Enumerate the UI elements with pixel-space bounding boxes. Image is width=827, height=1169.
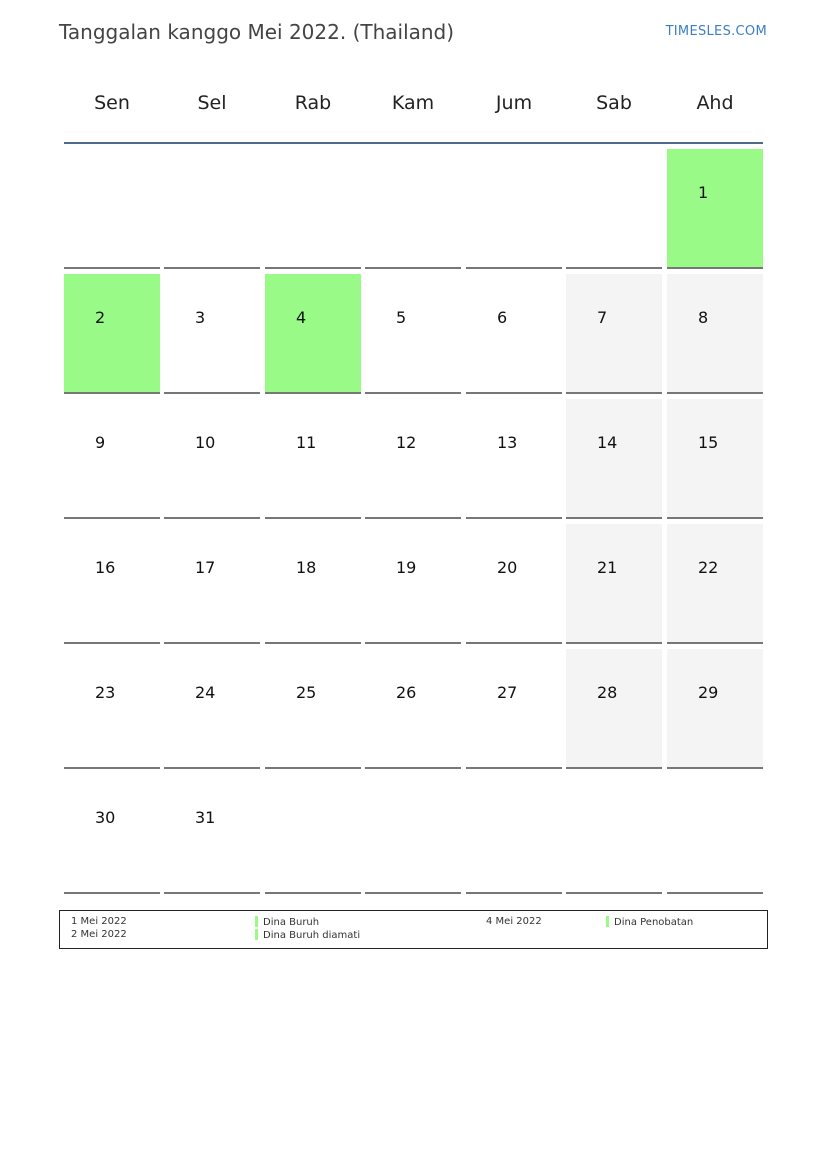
day-number: 17 <box>195 558 216 577</box>
day-cell[interactable] <box>566 524 662 644</box>
day-number: 24 <box>195 683 216 702</box>
day-number: 26 <box>396 683 417 702</box>
holiday-color-marker <box>255 929 258 940</box>
day-number: 11 <box>296 433 317 452</box>
day-number: 13 <box>497 433 518 452</box>
legend-holiday-label: Dina Penobatan <box>614 917 694 928</box>
day-cell[interactable] <box>667 149 763 269</box>
day-number: 7 <box>597 308 608 327</box>
legend-date: 2 Mei 2022 <box>71 929 127 940</box>
brand-link[interactable]: TIMESLES.COM <box>665 24 767 39</box>
day-number: 9 <box>95 433 106 452</box>
day-number: 31 <box>195 808 216 827</box>
day-number: 27 <box>497 683 518 702</box>
day-number: 6 <box>497 308 508 327</box>
day-number: 1 <box>698 183 709 202</box>
legend-holiday-label: Dina Buruh diamati <box>263 930 361 941</box>
day-cell[interactable] <box>466 649 562 769</box>
day-cell[interactable] <box>466 399 562 519</box>
day-cell[interactable] <box>365 649 461 769</box>
legend-holiday-name <box>255 929 360 941</box>
day-cell[interactable] <box>365 399 461 519</box>
day-number: 15 <box>698 433 719 452</box>
day-cell[interactable] <box>64 524 160 644</box>
day-cell[interactable] <box>164 774 260 894</box>
day-number: 30 <box>95 808 116 827</box>
day-cell[interactable] <box>64 774 160 894</box>
day-cell[interactable] <box>566 649 662 769</box>
day-cell[interactable] <box>265 399 361 519</box>
day-number: 22 <box>698 558 719 577</box>
empty-day-cell <box>64 149 160 269</box>
day-number: 16 <box>95 558 116 577</box>
day-cell[interactable] <box>164 649 260 769</box>
empty-day-cell <box>566 774 662 894</box>
empty-day-cell <box>164 149 260 269</box>
holiday-color-marker <box>255 916 258 927</box>
day-cell[interactable] <box>265 274 361 394</box>
day-number: 29 <box>698 683 719 702</box>
empty-day-cell <box>566 149 662 269</box>
weekday-label: Ahd <box>696 92 734 114</box>
day-cell[interactable] <box>64 399 160 519</box>
weekday-label: Rab <box>294 92 332 114</box>
day-number: 18 <box>296 558 317 577</box>
legend-holiday-name <box>255 916 319 928</box>
day-number: 2 <box>95 308 106 327</box>
day-number: 10 <box>195 433 216 452</box>
day-cell[interactable] <box>667 524 763 644</box>
empty-day-cell <box>265 149 361 269</box>
day-number: 3 <box>195 308 206 327</box>
empty-day-cell <box>466 149 562 269</box>
day-cell[interactable] <box>64 649 160 769</box>
day-number: 28 <box>597 683 618 702</box>
day-number: 5 <box>396 308 407 327</box>
day-number: 19 <box>396 558 417 577</box>
weekday-label: Sen <box>94 92 130 114</box>
day-cell[interactable] <box>667 274 763 394</box>
day-number: 12 <box>396 433 417 452</box>
holiday-color-marker <box>606 916 609 927</box>
empty-day-cell <box>365 774 461 894</box>
day-cell[interactable] <box>164 524 260 644</box>
day-cell[interactable] <box>164 274 260 394</box>
day-number: 21 <box>597 558 618 577</box>
empty-day-cell <box>667 774 763 894</box>
legend-date: 1 Mei 2022 <box>71 916 127 927</box>
day-number: 8 <box>698 308 709 327</box>
day-cell[interactable] <box>566 274 662 394</box>
page-title: Tanggalan kanggo Mei 2022. (Thailand) <box>59 20 455 44</box>
header-divider <box>64 142 763 144</box>
day-number: 4 <box>296 308 307 327</box>
day-cell[interactable] <box>667 649 763 769</box>
empty-day-cell <box>466 774 562 894</box>
weekday-label: Jum <box>495 92 533 114</box>
day-cell[interactable] <box>667 399 763 519</box>
day-cell[interactable] <box>265 524 361 644</box>
day-cell[interactable] <box>466 274 562 394</box>
day-cell[interactable] <box>365 274 461 394</box>
day-cell[interactable] <box>265 649 361 769</box>
day-number: 14 <box>597 433 618 452</box>
day-number: 25 <box>296 683 317 702</box>
legend-holiday-label: Dina Buruh <box>263 917 320 928</box>
weekday-label: Sel <box>197 92 227 114</box>
empty-day-cell <box>265 774 361 894</box>
holiday-legend <box>59 910 768 949</box>
day-cell[interactable] <box>164 399 260 519</box>
day-number: 23 <box>95 683 116 702</box>
legend-holiday-name <box>606 916 693 928</box>
day-cell[interactable] <box>566 399 662 519</box>
day-cell[interactable] <box>365 524 461 644</box>
weekday-label: Kam <box>391 92 435 114</box>
empty-day-cell <box>365 149 461 269</box>
day-number: 20 <box>497 558 518 577</box>
day-cell[interactable] <box>466 524 562 644</box>
weekday-label: Sab <box>596 92 632 114</box>
legend-date: 4 Mei 2022 <box>486 916 542 927</box>
day-cell[interactable] <box>64 274 160 394</box>
